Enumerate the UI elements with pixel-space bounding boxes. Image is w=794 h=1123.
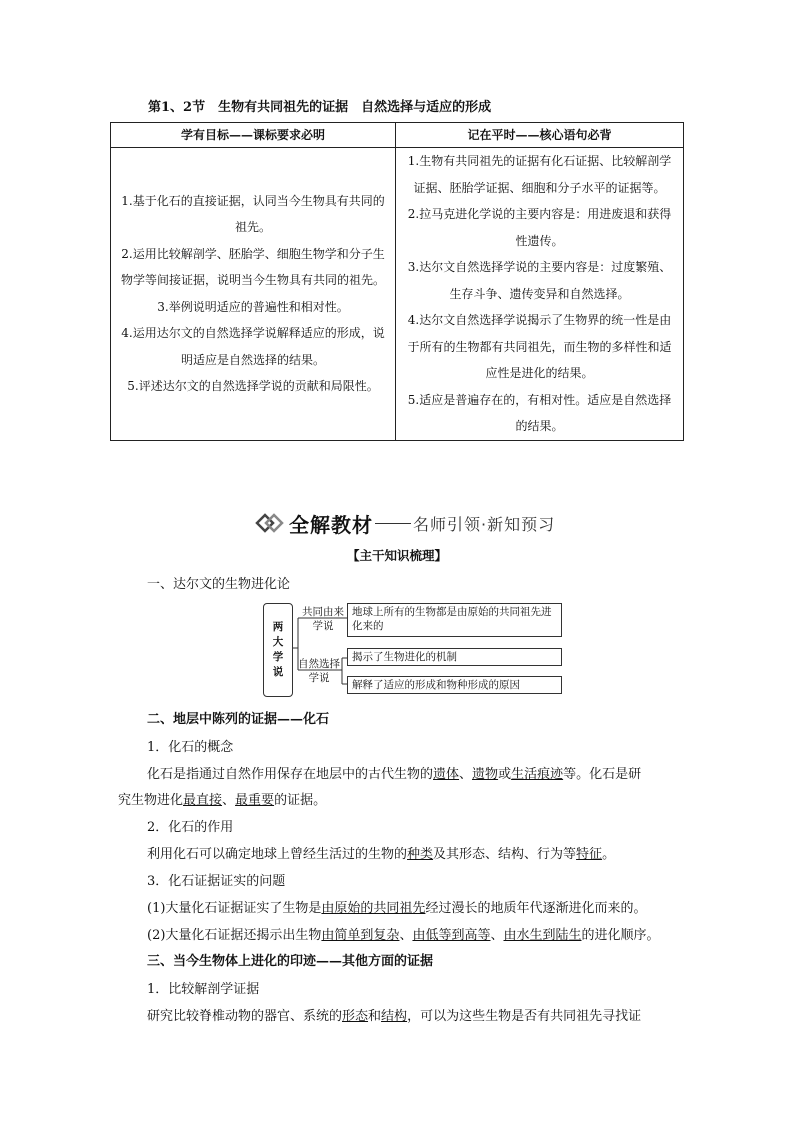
section-heading: 【主干知识梳理】 [346, 548, 447, 563]
key-sentences-cell [396, 148, 684, 441]
part1-heading: 一、达尔文的生物进化论 [147, 577, 291, 592]
goal-item: 2.运用比较解剖学、胚胎学、细胞生物学和分子生物学等间接证据，说明当今生物具有共同的祖先。 [120, 246, 385, 288]
part3-sub1: 1．比较解剖学证据 [147, 982, 260, 997]
diagram-root-label: 两大学说 [272, 621, 284, 678]
branch-common-descent: 共同由来学说 [302, 606, 344, 632]
banner-title: 全解教材 [289, 512, 373, 537]
goal-item: 5.评述达尔文的自然选择学说的贡献和局限性。 [127, 379, 379, 394]
fossil-evidence-2: (2)大量化石证据还揭示出生物由简单到复杂、由低等到高等、由水生到陆生的进化顺序。 [147, 928, 660, 943]
key-item: 2.拉马克进化学说的主要内容是：用进废退和获得性遗传。 [407, 207, 672, 248]
fossil-evidence-1: (1)大量化石证据证实了生物是由原始的共同祖先经过漫长的地质年代逐渐进化而来的。 [147, 901, 647, 916]
fossil-definition-line2: 究生物进化最直接、最重要的证据。 [118, 793, 327, 808]
right-header: 记在平时——核心语句必背 [396, 123, 684, 148]
banner-divider [375, 523, 411, 524]
anatomy-text: 研究比较脊椎动物的器官、系统的形态和结构，可以为这些生物是否有共同祖先寻找证 [147, 1009, 642, 1024]
branch2-box1: 揭示了生物进化的机制 [347, 648, 562, 666]
part2-sub2: 2．化石的作用 [147, 820, 234, 835]
goal-item: 4.运用达尔文的自然选择学说解释适应的形成，说明适应是自然选择的结果。 [121, 326, 385, 367]
part2-sub3: 3．化石证据证实的问题 [147, 874, 286, 889]
key-item: 1.生物有共同祖先的证据有化石证据、比较解剖学证据、胚胎学证据、细胞和分子水平的证据等。 [407, 154, 672, 195]
fossil-role-text: 利用化石可以确定地球上曾经生活过的生物的种类及其形态、结构、行为等特征。 [147, 847, 616, 862]
learning-goals-cell [111, 148, 396, 441]
part2-sub1: 1．化石的概念 [147, 740, 234, 755]
section-banner [255, 509, 555, 537]
left-header: 学有目标——课标要求必明 [111, 123, 396, 148]
key-item: 3.达尔文自然选择学说的主要内容是：过度繁殖、生存斗争、遗传变异和自然选择。 [407, 260, 672, 301]
diagram-root-box [263, 603, 293, 697]
key-item: 5.适应是普遍存在的，有相对性。适应是自然选择的结果。 [407, 392, 672, 433]
goal-item: 3.举例说明适应的普遍性和相对性。 [157, 299, 349, 314]
goal-item: 1.基于化石的直接证据，认同当今生物具有共同的祖先。 [121, 193, 385, 235]
banner-subtitle: 名师引领·新知预习 [413, 514, 556, 534]
lesson-title: 第1、2节 生物有共同祖先的证据 自然选择与适应的形成 [148, 100, 492, 115]
branch2-box2: 解释了适应的形成和物种形成的原因 [347, 676, 562, 694]
key-item: 4.达尔文自然选择学说揭示了生物界的统一性是由于所有的生物都有共同祖先，而生物的多样性和适应性是进化的结果。 [407, 313, 672, 380]
branch-natural-selection: 自然选择学说 [298, 658, 340, 684]
book-logo-icon [255, 512, 285, 534]
objectives-table [110, 122, 684, 441]
branch1-box: 地球上所有的生物都是由原始的共同祖先进化来的 [347, 603, 562, 637]
part2-heading: 二、地层中陈列的证据——化石 [147, 712, 330, 727]
fossil-definition-line1: 化石是指通过自然作用保存在地层中的古代生物的遗体、遗物或生活痕迹等。化石是研 [147, 767, 642, 782]
part3-heading: 三、当今生物体上进化的印迹——其他方面的证据 [147, 954, 434, 969]
